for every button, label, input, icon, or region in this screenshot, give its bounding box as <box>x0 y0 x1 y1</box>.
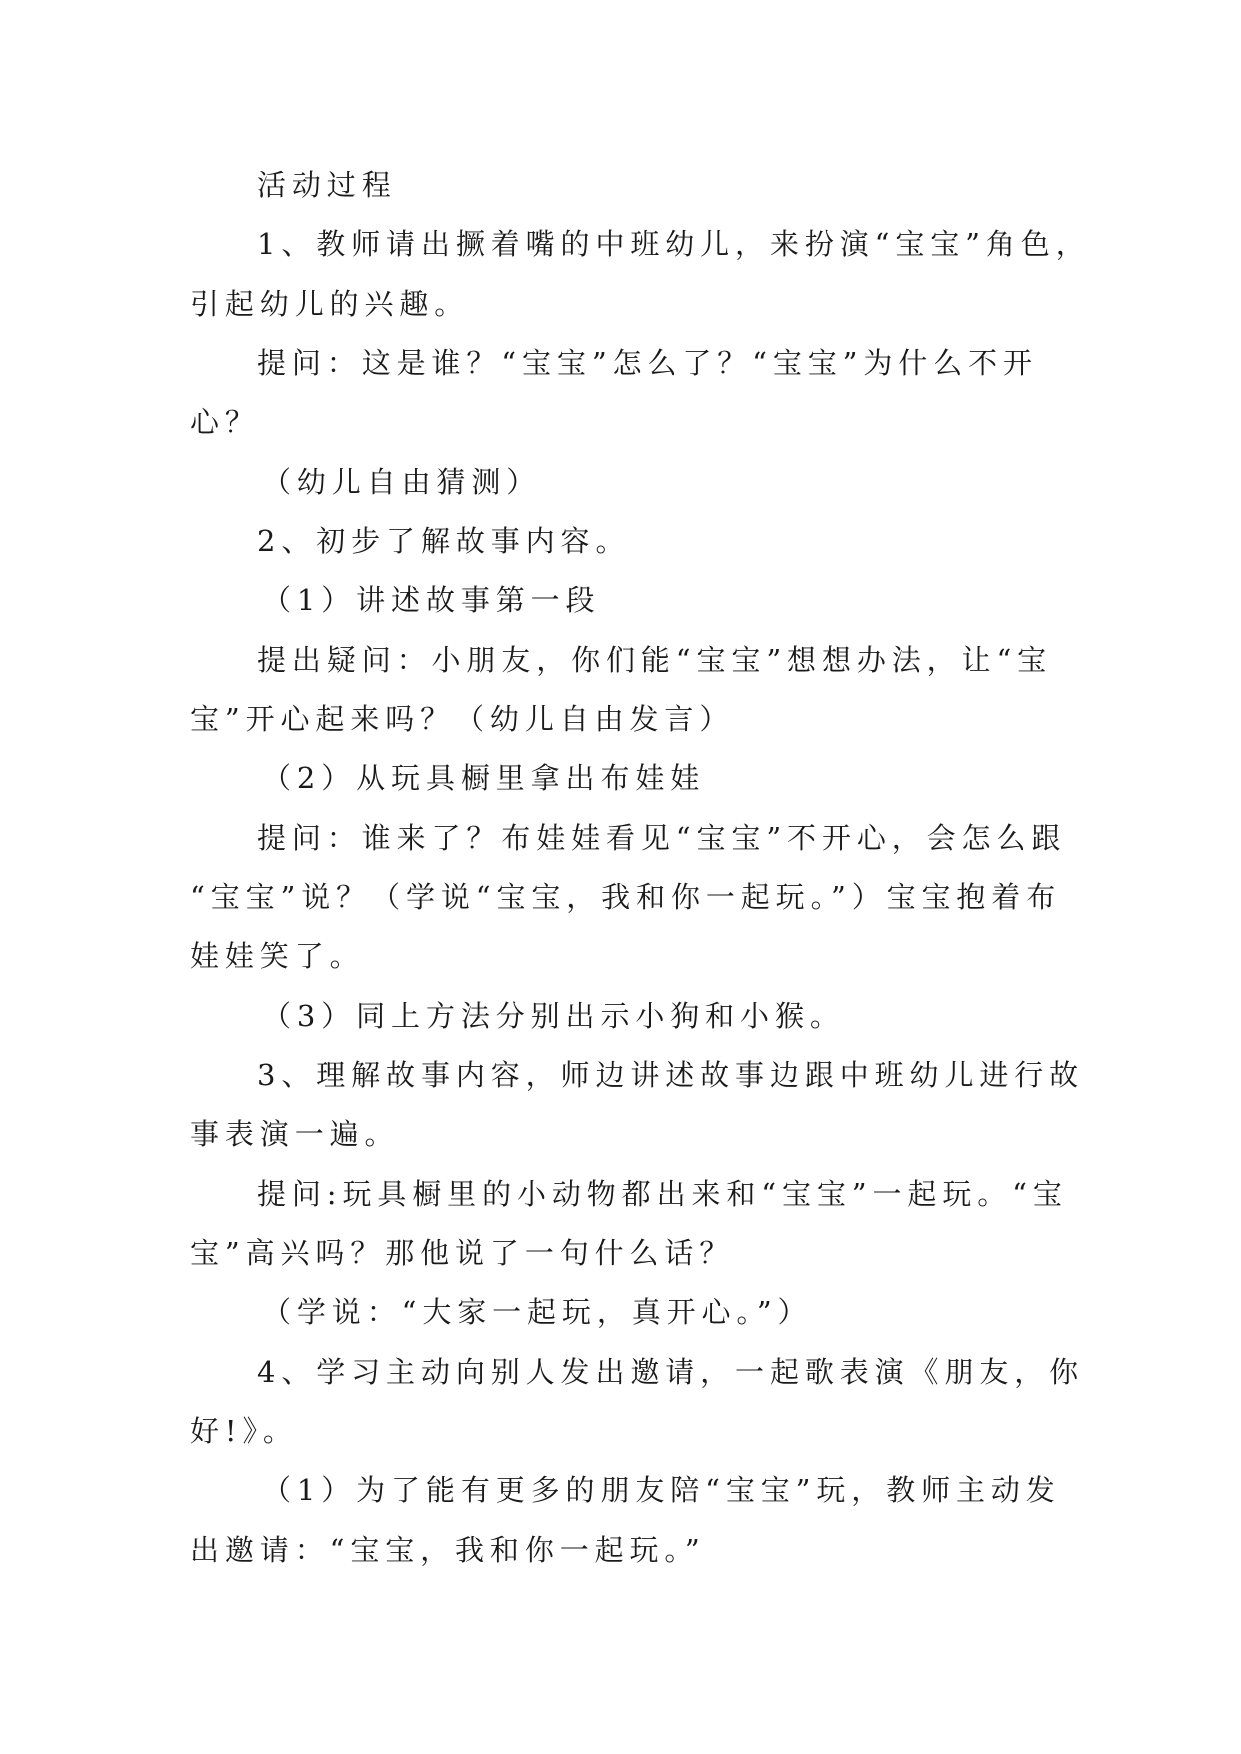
paragraph-line: （学说：“大家一起玩，真开心。”） <box>262 1295 813 1329</box>
paragraph-line: 宝”高兴吗？那他说了一句什么话？ <box>190 1236 735 1270</box>
paragraph-line: （1）为了能有更多的朋友陪“宝宝”玩，教师主动发 <box>262 1473 1061 1507</box>
paragraph-line: 事表演一遍。 <box>190 1117 400 1151</box>
paragraph-line: （3）同上方法分别出示小狗和小猴。 <box>262 999 845 1033</box>
paragraph-line: 好!》。 <box>190 1414 298 1448</box>
section-heading: 活动过程 <box>257 168 397 202</box>
paragraph-line: 提问：谁来了？布娃娃看见“宝宝”不开心，会怎么跟 <box>257 821 1067 855</box>
paragraph-line: “宝宝”说？（学说“宝宝，我和你一起玩。”）宝宝抱着布 <box>190 880 1062 914</box>
paragraph-line: （幼儿自由猜测） <box>262 465 542 499</box>
paragraph-line: 2、初步了解故事内容。 <box>257 524 631 558</box>
paragraph-line: 提问：这是谁？“宝宝”怎么了？“宝宝”为什么不开 <box>257 346 1038 380</box>
paragraph-line: （1）讲述故事第一段 <box>262 583 601 617</box>
paragraph-line: 3、理解故事内容，师边讲述故事边跟中班幼儿进行故 <box>257 1058 1085 1092</box>
paragraph-line: 提出疑问：小朋友，你们能“宝宝”想想办法，让“宝 <box>257 643 1053 677</box>
paragraph-line: 1、教师请出撅着嘴的中班幼儿，来扮演“宝宝”角色， <box>257 227 1091 261</box>
paragraph-line: 提问:玩具橱里的小动物都出来和“宝宝”一起玩。“宝 <box>257 1177 1068 1211</box>
paragraph-line: （2）从玩具橱里拿出布娃娃 <box>262 761 706 795</box>
paragraph-line: 引起幼儿的兴趣。 <box>190 287 470 321</box>
paragraph-line: 4、学习主动向别人发出邀请，一起歌表演《朋友，你 <box>257 1355 1085 1389</box>
paragraph-line: 宝”开心起来吗？（幼儿自由发言） <box>190 702 735 736</box>
paragraph-line: 心？ <box>190 405 260 439</box>
paragraph-line: 娃娃笑了。 <box>190 939 365 973</box>
paragraph-line: 出邀请：“宝宝，我和你一起玩。” <box>190 1533 706 1567</box>
